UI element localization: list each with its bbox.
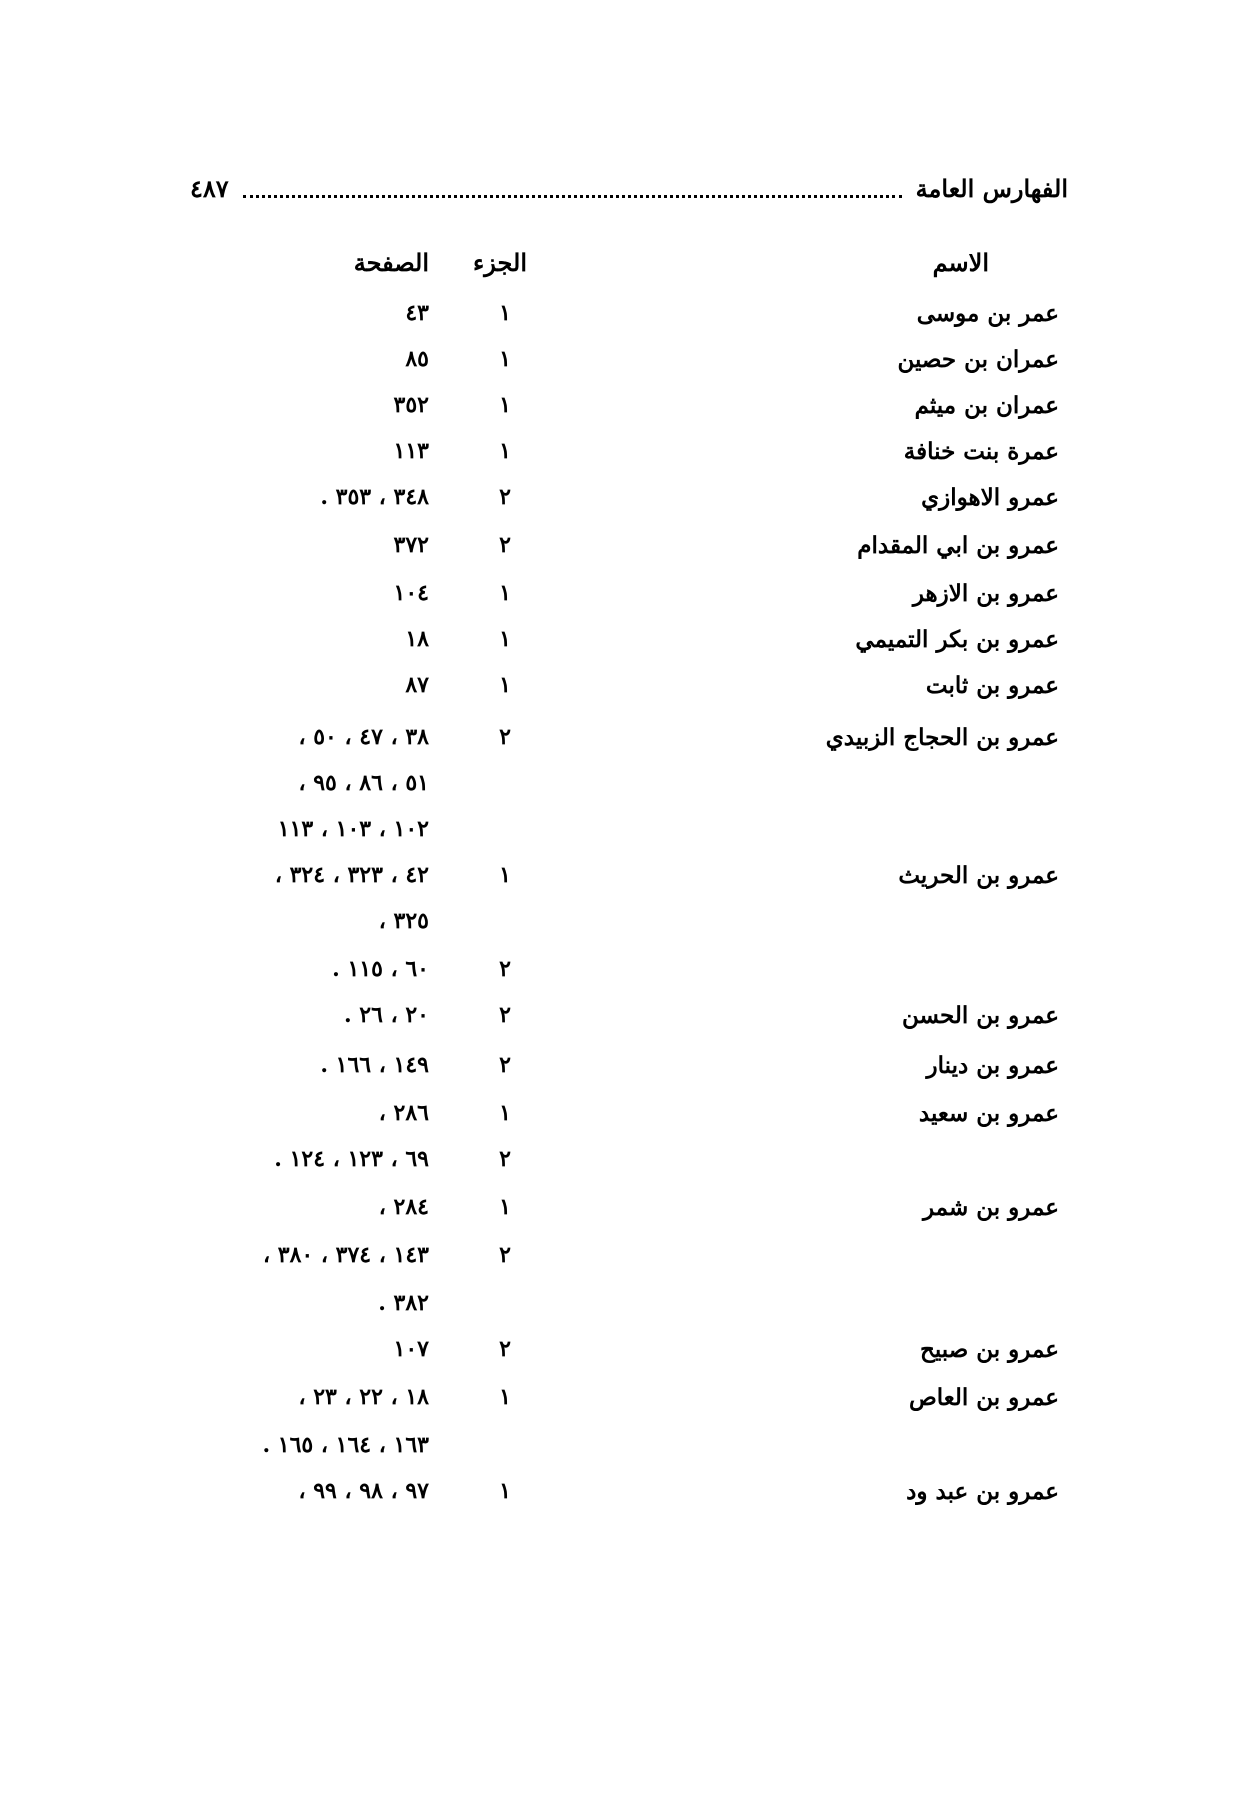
entry-part: ١ — [499, 346, 511, 372]
entry-name: عمرو بن ثابت — [925, 672, 1059, 699]
index-line — [0, 1290, 1249, 1330]
index-line — [0, 770, 1249, 810]
index-line — [0, 1002, 1249, 1042]
entry-pages: ٣٨ ، ٤٧ ، ٥٠ ، — [298, 724, 429, 750]
entry-part: ٢ — [499, 484, 511, 510]
entry-name: عمرو بن الحسن — [901, 1002, 1059, 1029]
entry-pages: ٩٧ ، ٩٨ ، ٩٩ ، — [298, 1478, 429, 1504]
entry-pages: ٤٣ — [405, 300, 429, 326]
entry-pages: ٣٨٢ . — [378, 1290, 429, 1316]
entry-pages: ٣٢٥ ، — [378, 908, 429, 934]
entry-name: عمرو بن صبيح — [920, 1336, 1059, 1363]
index-line — [0, 1242, 1249, 1282]
entry-part: ١ — [499, 300, 511, 326]
entry-name: عمرو بن بكر التميمي — [855, 626, 1059, 653]
entry-pages: ٢٨٤ ، — [378, 1194, 429, 1220]
header-dot-leader — [243, 195, 902, 198]
entry-name: عمرو بن العاص — [908, 1384, 1059, 1411]
index-line — [0, 438, 1249, 478]
entry-part: ١ — [499, 1194, 511, 1220]
index-line — [0, 672, 1249, 712]
entry-part: ١ — [499, 438, 511, 464]
index-line — [0, 908, 1249, 948]
entry-pages: ٦٠ ، ١١٥ . — [332, 956, 429, 982]
entry-part: ٢ — [499, 532, 511, 558]
entry-part: ٢ — [499, 1146, 511, 1172]
index-line — [0, 1478, 1249, 1518]
entry-name: عمرو بن الحجاج الزبيدي — [825, 724, 1059, 751]
entry-part: ١ — [499, 862, 511, 888]
entry-name: عمرو بن عبد ود — [906, 1478, 1059, 1505]
entry-pages: ١٠٤ — [393, 580, 429, 606]
entry-name: عمران بن ميثم — [914, 392, 1059, 419]
page-number: ٤٨٧ — [190, 173, 229, 203]
column-header-name: الاسم — [932, 248, 989, 277]
entry-part: ٢ — [499, 1002, 511, 1028]
entry-pages: ٦٩ ، ١٢٣ ، ١٢٤ . — [274, 1146, 429, 1172]
entry-pages: ٨٧ — [405, 672, 429, 698]
entry-pages: ١٤٩ ، ١٦٦ . — [320, 1052, 429, 1078]
index-line — [0, 816, 1249, 856]
entry-pages: ١١٣ — [393, 438, 429, 464]
entry-name: عمرو بن شمر — [922, 1194, 1059, 1221]
entry-part: ٢ — [499, 1052, 511, 1078]
entry-part: ١ — [499, 392, 511, 418]
index-line — [0, 300, 1249, 340]
index-line — [0, 1384, 1249, 1424]
index-line — [0, 1194, 1249, 1234]
entry-pages: ٢٠ ، ٢٦ . — [343, 1002, 429, 1028]
entry-name: عمر بن موسى — [916, 300, 1059, 327]
entry-part: ١ — [499, 1100, 511, 1126]
column-header-part: الجزء — [473, 248, 527, 277]
entry-part: ١ — [499, 672, 511, 698]
index-line — [0, 532, 1249, 572]
entry-part: ٢ — [499, 724, 511, 750]
entry-name: عمرو بن دينار — [926, 1052, 1059, 1079]
entry-part: ١ — [499, 1384, 511, 1410]
index-line — [0, 1146, 1249, 1186]
entry-part: ١ — [499, 580, 511, 606]
entry-pages: ٣٧٢ — [393, 532, 429, 558]
column-header-page: الصفحة — [353, 248, 429, 277]
entry-pages: ٣٥٢ — [393, 392, 429, 418]
header-title: الفهارس العامة — [915, 173, 1068, 203]
entry-pages: ١٨ — [405, 626, 429, 652]
index-line — [0, 724, 1249, 764]
index-line — [0, 580, 1249, 620]
index-line — [0, 1432, 1249, 1472]
index-line — [0, 392, 1249, 432]
index-line — [0, 346, 1249, 386]
entry-pages: ٨٥ — [405, 346, 429, 372]
entry-part: ٢ — [499, 1242, 511, 1268]
entry-pages: ١٠٢ ، ١٠٣ ، ١١٣ — [277, 816, 429, 842]
entry-part: ٢ — [499, 1336, 511, 1362]
index-line — [0, 1336, 1249, 1376]
running-header — [190, 168, 1068, 208]
entry-part: ١ — [499, 626, 511, 652]
entry-name: عمرو بن الازهر — [912, 580, 1059, 607]
index-line — [0, 484, 1249, 524]
index-line — [0, 956, 1249, 996]
entry-name: عمرو بن سعيد — [918, 1100, 1059, 1127]
entry-pages: ١٠٧ — [393, 1336, 429, 1362]
entry-pages: ٥١ ، ٨٦ ، ٩٥ ، — [298, 770, 429, 796]
index-line — [0, 1100, 1249, 1140]
entry-name: عمران بن حصين — [897, 346, 1059, 373]
entry-pages: ١٦٣ ، ١٦٤ ، ١٦٥ . — [262, 1432, 429, 1458]
entry-pages: ٣٤٨ ، ٣٥٣ . — [320, 484, 429, 510]
entry-part: ١ — [499, 1478, 511, 1504]
entry-name: عمرو بن الحريث — [898, 862, 1059, 889]
entry-part: ٢ — [499, 956, 511, 982]
index-line — [0, 626, 1249, 666]
index-line — [0, 1052, 1249, 1092]
entry-name: عمرة بنت خنافة — [903, 438, 1059, 465]
entry-pages: ١٨ ، ٢٢ ، ٢٣ ، — [298, 1384, 429, 1410]
entry-pages: ٢٨٦ ، — [378, 1100, 429, 1126]
entry-pages: ٤٢ ، ٣٢٣ ، ٣٢٤ ، — [274, 862, 429, 888]
entry-name: عمرو الاهوازي — [921, 484, 1059, 511]
index-line — [0, 862, 1249, 902]
entry-name: عمرو بن ابي المقدام — [857, 532, 1059, 559]
entry-pages: ١٤٣ ، ٣٧٤ ، ٣٨٠ ، — [263, 1242, 429, 1268]
